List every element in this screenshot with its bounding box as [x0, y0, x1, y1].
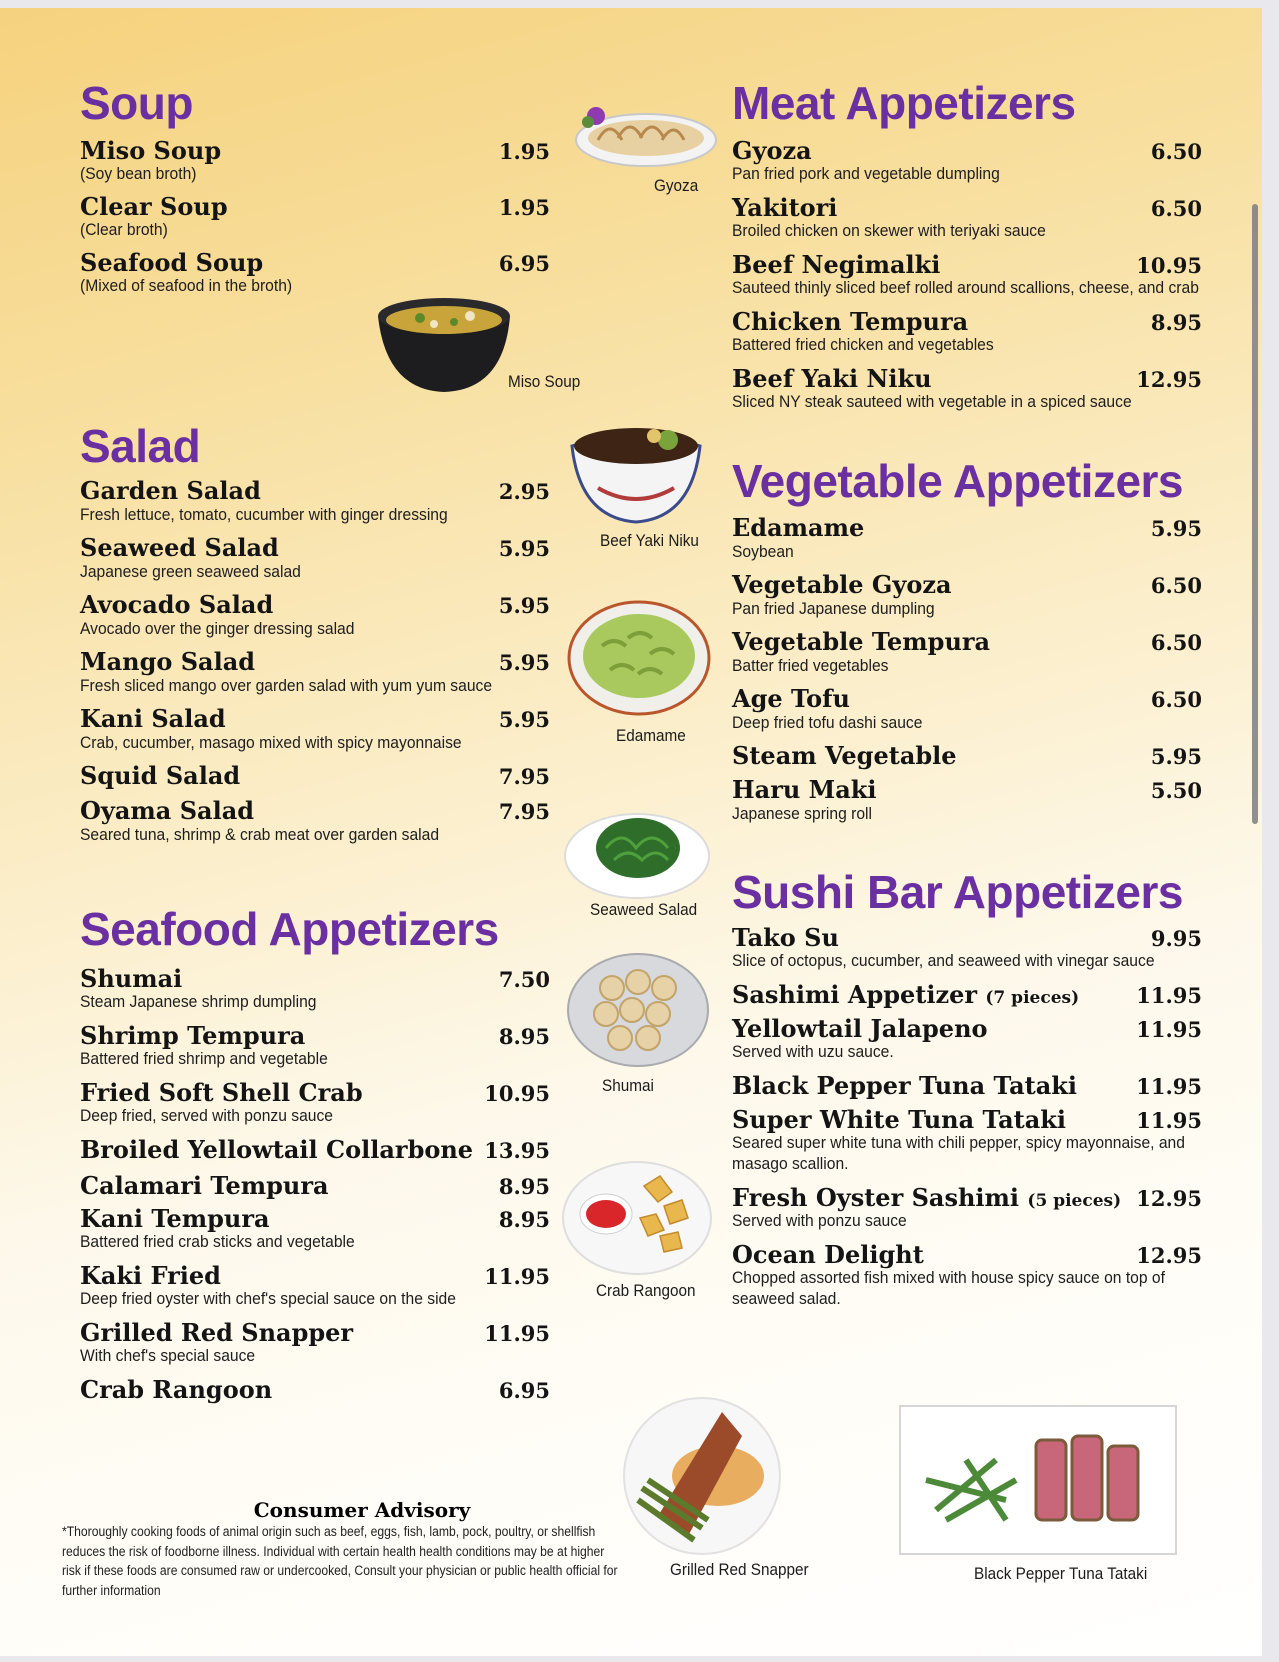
- item-name: Yellowtail Jalapeno: [732, 1013, 988, 1043]
- item-description: Battered fried chicken and vegetables: [732, 335, 994, 355]
- item-name: Chicken Tempura: [732, 306, 969, 336]
- menu-item: [80, 965, 550, 1022]
- menu-item: [732, 137, 1202, 194]
- item-price: 8.95: [498, 1206, 550, 1232]
- item-name: Grilled Red Snapper: [80, 1317, 354, 1347]
- menu-item: [80, 1319, 550, 1376]
- menu-item: [80, 1205, 550, 1262]
- item-name: Calamari Tempura: [80, 1170, 329, 1200]
- menu-item: [80, 1172, 550, 1205]
- consumer-advisory: [62, 1498, 622, 1600]
- advisory-text: *Thoroughly cooking foods of animal origin such as beef, eggs, fish, lamb, pock, poultry, or shellfish reduces the risk of foodborne illness. Individual with certain health health conditions may be at higher risk if these foods are consumed raw or undercooked, Consult your physician or public health official for further information: [62, 1524, 618, 1598]
- item-description: Japanese green seaweed salad: [80, 561, 301, 581]
- item-price: 6.95: [498, 250, 550, 276]
- black-pepper-tuna-tataki-photo: [896, 1400, 1182, 1560]
- caption-miso-soup: Miso Soup: [508, 372, 581, 391]
- item-price: 6.50: [1150, 138, 1202, 164]
- right-column: [732, 78, 1202, 1319]
- item-description: Battered fried shrimp and vegetable: [80, 1049, 328, 1069]
- menu-item: [80, 705, 550, 762]
- miso-soup-photo: [374, 280, 514, 400]
- item-description: Fresh lettuce, tomato, cucumber with ginger dressing: [80, 504, 448, 524]
- item-price: 5.95: [498, 536, 550, 562]
- menu-item: [732, 1106, 1202, 1184]
- item-description: Pan fried Japanese dumpling: [732, 598, 935, 618]
- menu-item: [732, 742, 1202, 776]
- item-name: Seaweed Salad: [80, 533, 279, 563]
- menu-item: [80, 1079, 550, 1136]
- item-description: Seared tuna, shrimp & crab meat over garden salad: [80, 824, 440, 844]
- beef-yaki-niku-photo: [568, 418, 704, 528]
- item-price: 7.95: [498, 799, 550, 825]
- item-price: 1.95: [498, 194, 550, 220]
- item-description: Broiled chicken on skewer with teriyaki sauce: [732, 221, 1046, 241]
- item-name: Garden Salad: [80, 476, 261, 506]
- item-price: 7.95: [498, 764, 550, 790]
- item-price: 13.95: [484, 1137, 550, 1163]
- item-description: (Mixed of seafood in the broth): [80, 276, 293, 296]
- item-name: Beef Yaki Niku: [732, 363, 932, 393]
- item-name: Vegetable Gyoza: [732, 570, 952, 600]
- item-price: 6.50: [1150, 687, 1202, 713]
- item-description: Avocado over the ginger dressing salad: [80, 618, 355, 638]
- item-name: Shrimp Tempura: [80, 1020, 306, 1050]
- item-name: Sashimi Appetizer (7 pieces): [732, 979, 1080, 1009]
- item-name: Shumai: [80, 963, 183, 993]
- item-description: Japanese spring roll: [732, 803, 872, 823]
- item-portion: (7 pieces): [985, 987, 1080, 1008]
- item-name: Clear Soup: [80, 191, 228, 221]
- item-price: 5.95: [498, 593, 550, 619]
- section-title-salad: Salad: [80, 419, 201, 472]
- menu-item: [80, 797, 550, 854]
- item-description: Battered fried crab sticks and vegetable: [80, 1232, 355, 1252]
- crab-rangoon-photo: [560, 1156, 714, 1276]
- menu-item: [80, 648, 550, 705]
- item-price: 5.95: [1150, 744, 1202, 770]
- edamame-photo: [566, 598, 712, 718]
- item-price: 11.95: [484, 1263, 550, 1289]
- item-price: 5.95: [1150, 516, 1202, 542]
- menu-page: [0, 8, 1262, 1656]
- menu-item: [732, 571, 1202, 628]
- caption-seaweed-salad: Seaweed Salad: [590, 900, 698, 919]
- item-name: Age Tofu: [732, 684, 850, 714]
- item-name: Beef Negimalki: [732, 249, 941, 279]
- menu-item: [732, 628, 1202, 685]
- item-price: 12.95: [1136, 1242, 1202, 1268]
- item-price: 8.95: [498, 1173, 550, 1199]
- item-price: 5.50: [1150, 778, 1202, 804]
- section-title-meat: Meat Appetizers: [732, 77, 1076, 129]
- item-description: Sliced NY steak sauteed with vegetable in a spiced sauce: [732, 392, 1132, 412]
- item-price: 8.95: [1150, 309, 1202, 335]
- caption-shumai: Shumai: [602, 1076, 654, 1095]
- menu-item: [80, 534, 550, 591]
- item-price: 10.95: [484, 1080, 550, 1106]
- menu-item: [80, 762, 550, 797]
- menu-item: [80, 1262, 550, 1319]
- menu-item: [732, 308, 1202, 365]
- scrollbar[interactable]: [1252, 204, 1258, 824]
- item-description: Served with ponzu sauce: [732, 1211, 907, 1231]
- item-price: 1.95: [498, 138, 550, 164]
- item-price: 11.95: [484, 1320, 550, 1346]
- item-description: Deep fried oyster with chef's special sauce on the side: [80, 1289, 456, 1309]
- item-price: 9.95: [1150, 925, 1202, 951]
- item-name: Vegetable Tempura: [732, 627, 991, 657]
- caption-gyoza: Gyoza: [654, 176, 699, 195]
- menu-item: [732, 685, 1202, 742]
- item-name: Steam Vegetable: [732, 741, 957, 771]
- section-title-seafood: Seafood Appetizers: [80, 903, 499, 956]
- item-name: Oyama Salad: [80, 796, 255, 826]
- caption-edamame: Edamame: [616, 726, 686, 745]
- menu-item: [732, 251, 1202, 308]
- item-name: Squid Salad: [80, 761, 241, 791]
- menu-item: [732, 514, 1202, 571]
- item-name: Tako Su: [732, 922, 839, 952]
- item-description: Pan fried pork and vegetable dumpling: [732, 164, 1000, 184]
- menu-item: [80, 1022, 550, 1079]
- item-price: 8.95: [498, 1023, 550, 1049]
- item-price: 10.95: [1136, 252, 1202, 278]
- item-price: 6.50: [1150, 195, 1202, 221]
- item-name: Fresh Oyster Sashimi (5 pieces): [732, 1182, 1122, 1212]
- item-price: 5.95: [498, 707, 550, 733]
- item-name: Black Pepper Tuna Tataki: [732, 1070, 1078, 1100]
- item-description: Soybean: [732, 541, 794, 561]
- menu-item: [80, 1376, 550, 1412]
- item-name: Kaki Fried: [80, 1260, 221, 1290]
- menu-item: [80, 591, 550, 648]
- advisory-title: Consumer Advisory: [253, 1498, 471, 1522]
- item-name: Yakitori: [732, 192, 838, 222]
- section-title-soup: Soup: [80, 77, 193, 129]
- item-name: Ocean Delight: [732, 1239, 924, 1269]
- seaweed-salad-photo: [562, 804, 712, 904]
- item-name: Miso Soup: [80, 135, 222, 165]
- menu-item: [732, 365, 1202, 422]
- item-name: Avocado Salad: [80, 590, 274, 620]
- item-price: 5.95: [498, 650, 550, 676]
- item-portion: (5 pieces): [1027, 1190, 1122, 1211]
- menu-item: [80, 477, 550, 534]
- item-price: 12.95: [1136, 366, 1202, 392]
- item-description: Served with uzu sauce.: [732, 1042, 894, 1062]
- item-description: Deep fried tofu dashi sauce: [732, 712, 923, 732]
- item-description: Deep fried, served with ponzu sauce: [80, 1106, 333, 1126]
- item-description: Seared super white tuna with chili pepper, spicy mayonnaise, and masago scallion.: [732, 1133, 1185, 1173]
- item-description: Chopped assorted fish mixed with house spicy sauce on top of seaweed salad.: [732, 1268, 1165, 1308]
- item-price: 6.50: [1150, 630, 1202, 656]
- left-column: [80, 78, 550, 1412]
- shumai-photo: [566, 948, 710, 1068]
- menu-item: [732, 194, 1202, 251]
- item-price: 11.95: [1136, 1107, 1202, 1133]
- item-price: 6.95: [498, 1377, 550, 1403]
- item-description: Crab, cucumber, masago mixed with spicy mayonnaise: [80, 732, 462, 752]
- item-name: Edamame: [732, 513, 865, 543]
- item-name: Kani Tempura: [80, 1203, 270, 1233]
- menu-item: [732, 1241, 1202, 1319]
- item-price: 6.50: [1150, 573, 1202, 599]
- caption-beef-yaki-niku: Beef Yaki Niku: [600, 531, 699, 550]
- item-description: (Clear broth): [80, 220, 168, 240]
- section-title-sushi: Sushi Bar Appetizers: [732, 866, 1183, 919]
- item-name: Seafood Soup: [80, 247, 264, 277]
- menu-item: [80, 193, 550, 249]
- menu-item: [732, 1184, 1202, 1241]
- item-name: Fried Soft Shell Crab: [80, 1077, 363, 1107]
- item-name: Broiled Yellowtail Collarbone: [80, 1134, 474, 1164]
- grilled-red-snapper-photo: [618, 1396, 786, 1556]
- section-title-vegetable: Vegetable Appetizers: [732, 454, 1184, 507]
- item-description: With chef's special sauce: [80, 1346, 256, 1366]
- menu-item: [80, 1136, 550, 1172]
- caption-grilled-red-snapper: Grilled Red Snapper: [670, 1560, 809, 1579]
- item-name: Gyoza: [732, 135, 812, 165]
- item-name: Crab Rangoon: [80, 1374, 273, 1404]
- item-description: (Soy bean broth): [80, 164, 197, 184]
- item-price: 11.95: [1136, 982, 1202, 1008]
- item-description: Sauteed thinly sliced beef rolled around scallions, cheese, and crab: [732, 278, 1199, 298]
- item-name: Kani Salad: [80, 704, 226, 734]
- menu-item: [732, 1015, 1202, 1072]
- item-price: 7.50: [498, 966, 550, 992]
- item-name: Super White Tuna Tataki: [732, 1104, 1067, 1134]
- menu-item: [732, 1072, 1202, 1106]
- item-name: Haru Maki: [732, 775, 877, 805]
- item-price: 2.95: [498, 479, 550, 505]
- menu-item: [732, 924, 1202, 981]
- item-name: Mango Salad: [80, 647, 256, 677]
- item-description: Slice of octopus, cucumber, and seaweed with vinegar sauce: [732, 951, 1155, 971]
- item-description: Steam Japanese shrimp dumpling: [80, 992, 317, 1012]
- item-description: Batter fried vegetables: [732, 655, 889, 675]
- item-price: 11.95: [1136, 1073, 1202, 1099]
- item-price: 11.95: [1136, 1016, 1202, 1042]
- menu-item: [732, 981, 1202, 1015]
- item-description: Fresh sliced mango over garden salad with yum yum sauce: [80, 675, 493, 695]
- menu-item: [732, 776, 1202, 833]
- caption-crab-rangoon: Crab Rangoon: [596, 1281, 696, 1300]
- menu-item: [80, 137, 550, 193]
- caption-black-pepper-tuna-tataki: Black Pepper Tuna Tataki: [974, 1564, 1148, 1583]
- item-price: 12.95: [1136, 1185, 1202, 1211]
- gyoza-photo: [568, 88, 718, 178]
